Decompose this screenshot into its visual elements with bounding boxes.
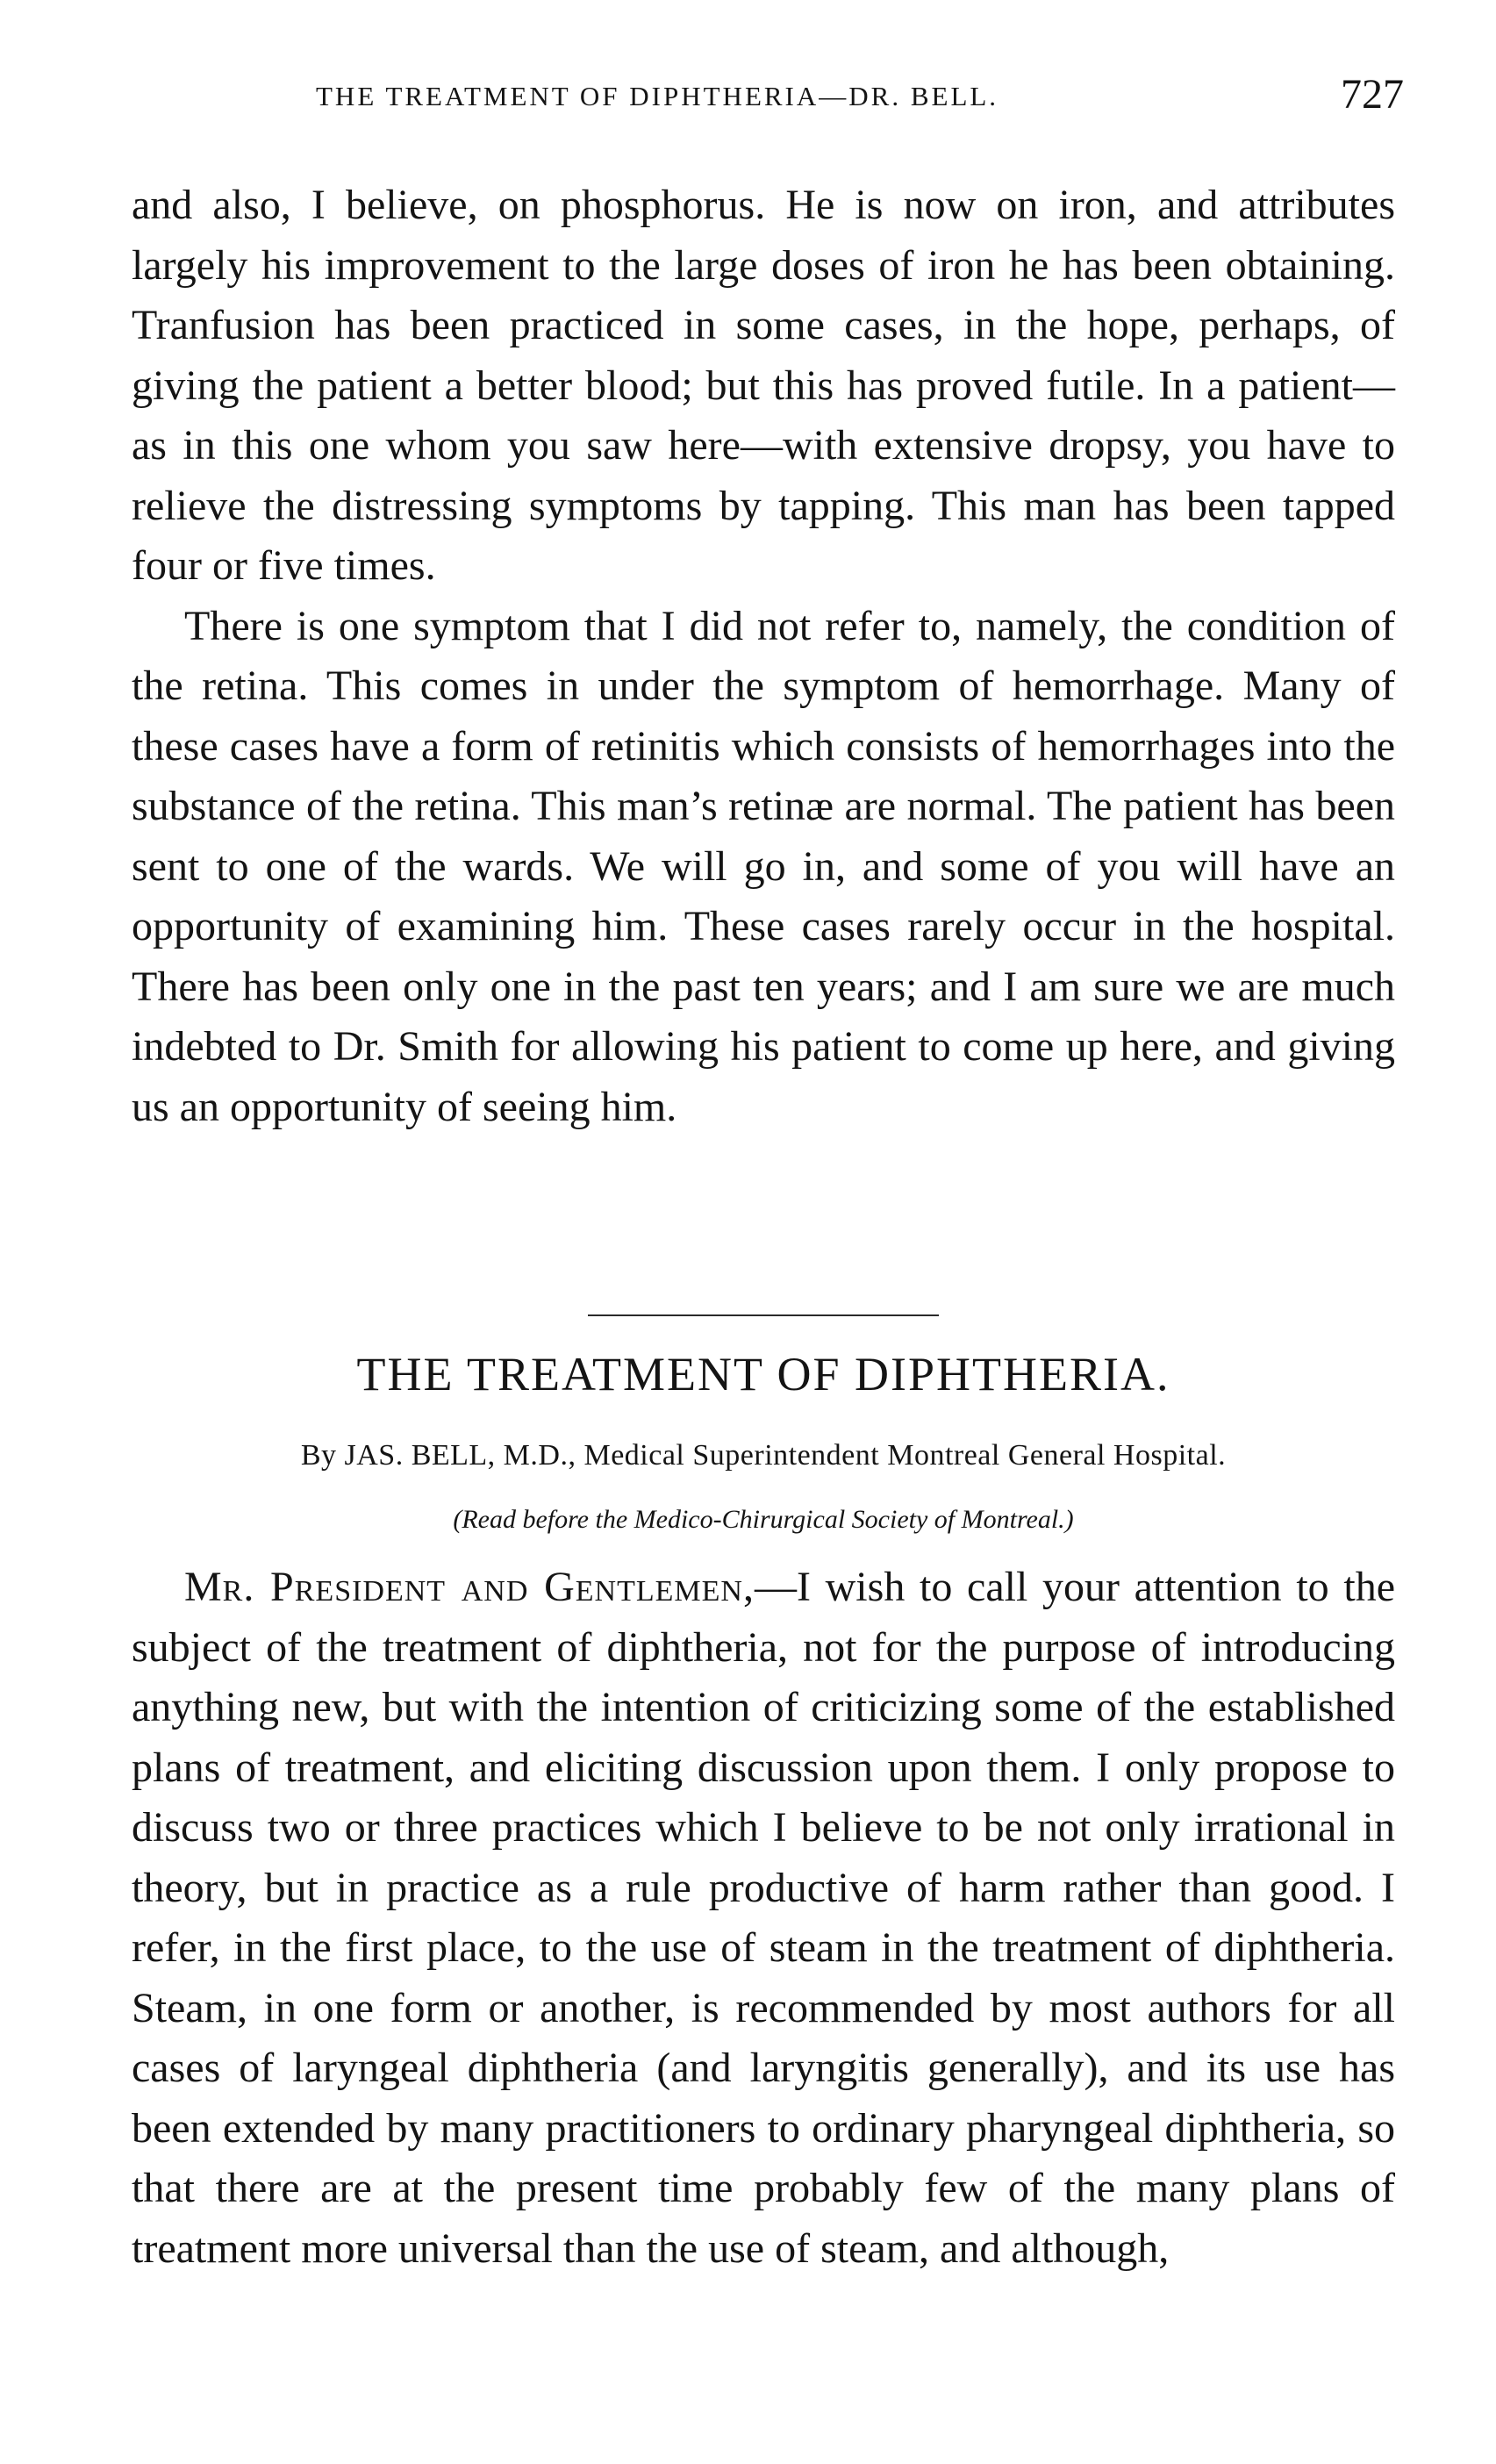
article-byline: By JAS. BELL, M.D., Medical Superintendent Montreal General Hospital. xyxy=(300,1439,1227,1472)
article-text xyxy=(132,1558,1395,2279)
article-body: —I wish to call your attention to the subject of the treatment of diphtheria, not for the purpose of introducing anything new, but with the intention of criticizing some of the established plans of treatment, and eliciting discussion upon them. I only propose to discuss two or three practices which I believe to be not only irrational in theory, but in practice as a rule productive of harm rather than good. I refer, in the first place, to the use of steam in the treatment of diphtheria. Steam, in one form or another, is recommended by most authors for all cases of laryngeal diphtheria (and laryngitis generally), and its use has been extended by many practitioners to ordinary pharyngeal diphtheria, so that there are at the present time probably few of the many plans of treatment more universal than the use of steam, and although, xyxy=(132,1564,1395,2272)
running-head-title: THE TREATMENT OF DIPHTHERIA—DR. BELL. xyxy=(316,81,999,111)
salutation: Mr. President and Gentlemen, xyxy=(184,1564,755,1610)
article-note: (Read before the Medico-Chirurgical Society of Montreal.) xyxy=(453,1505,1074,1534)
previous-article-text xyxy=(132,175,1395,1137)
article-first-paragraph xyxy=(132,1558,1395,2279)
article-title: THE TREATMENT OF DIPHTHERIA. xyxy=(356,1348,1170,1400)
paragraph-retina: There is one symptom that I did not refer to, namely, the condition of the retina. This comes in under the symptom of hemorrhage. Many of these cases have a form of retinitis which consists of hemorrhages into the substance of the retina. This man’s retinæ are normal. The patient has been sent to one of the wards. We will go in, and some of you will have an opportunity of examining him. These cases rarely occur in the hospital. There has been only one in the past ten years; and I am sure we are much indebted to Dr. Smith for allowing his patient to come up here, and giving us an opportunity of seeing him. xyxy=(132,602,1395,1130)
paragraph-continued: and also, I believe, on phosphorus. He is now on iron, and attributes largely his improvement to the large doses of iron he has been obtaining. Tranfusion has been practiced in some cases, in the hope, perhaps, of giving the patient a better blood; but this has proved futile. In a patient—as in this one whom you saw here—with extensive dropsy, you have to relieve the distressing symptoms by tapping. This man has been tapped four or five times. xyxy=(132,182,1395,589)
section-divider xyxy=(588,1314,939,1316)
page-number: 727 xyxy=(1341,71,1404,118)
